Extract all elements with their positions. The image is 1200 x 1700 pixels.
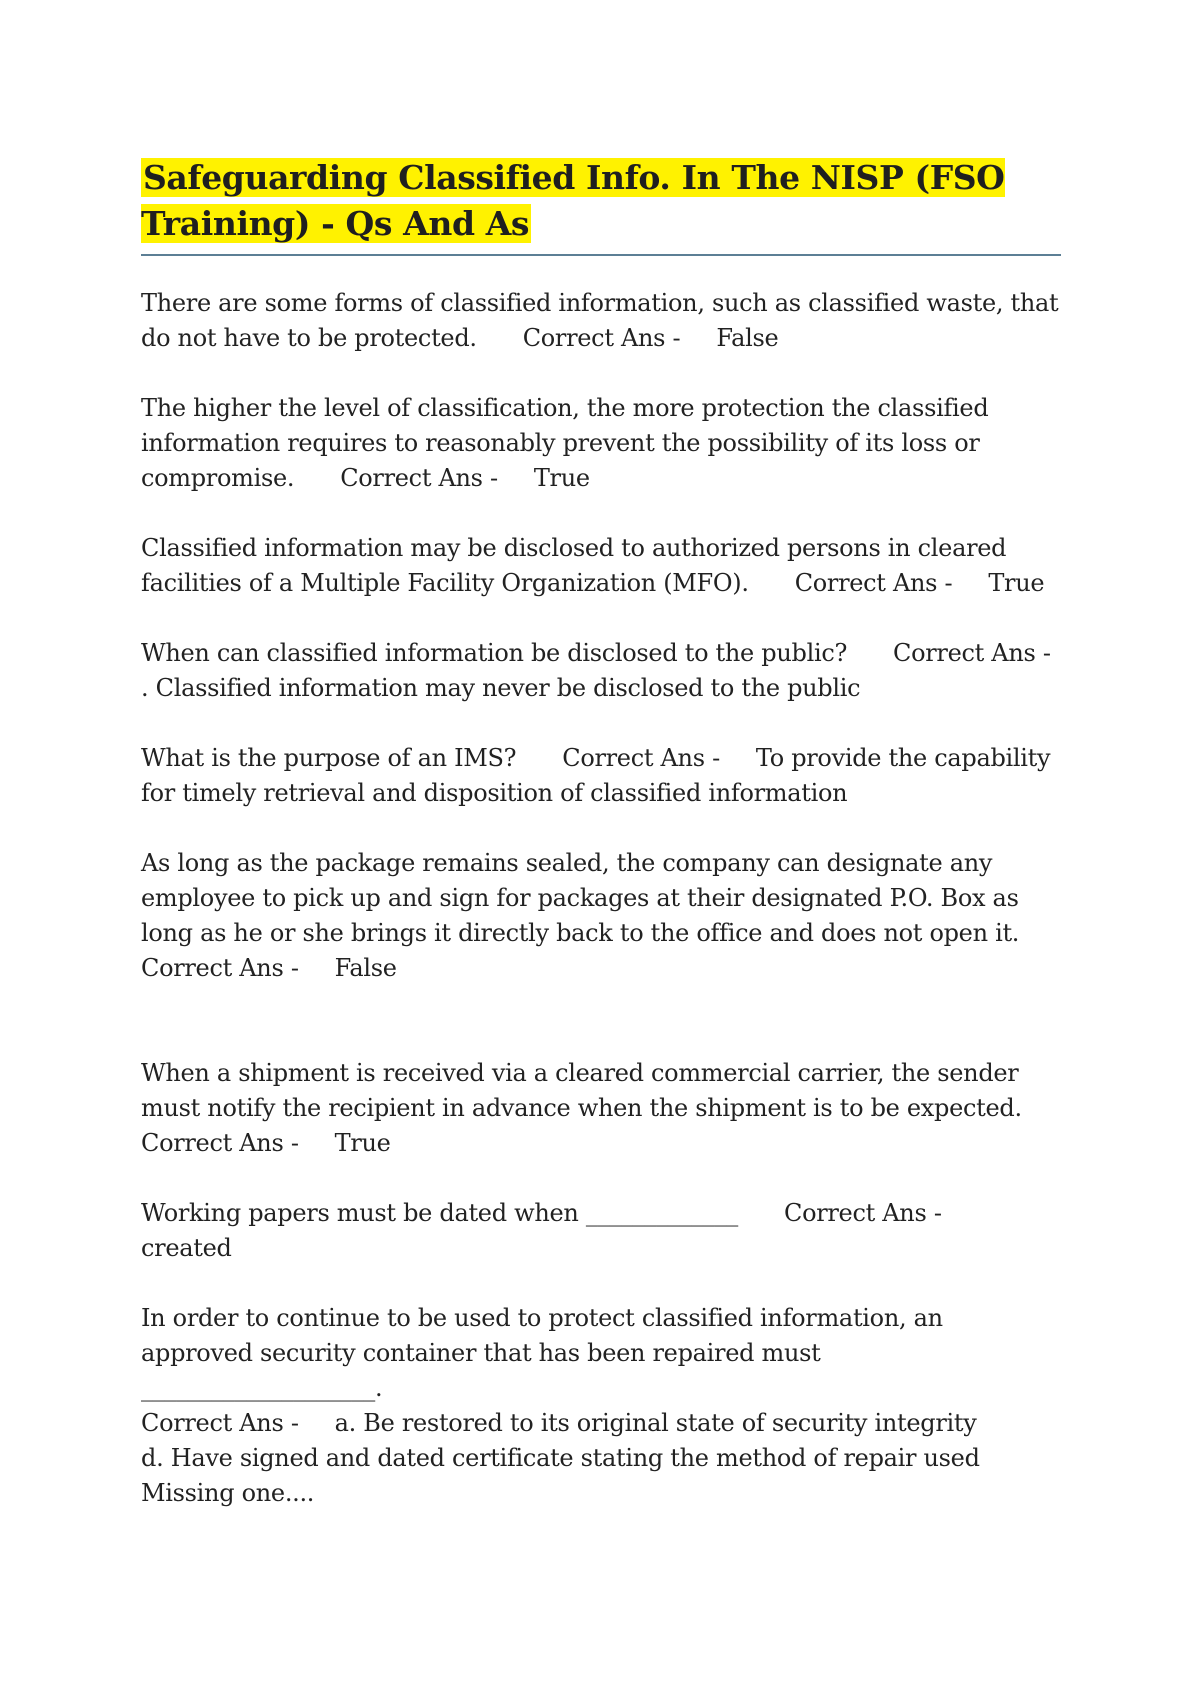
qa-list <box>141 286 1061 1511</box>
question-text: There are some forms of classified information, such as classified waste, that do not have to be protected. <box>141 289 1059 352</box>
qa-item: When a shipment is received via a cleared commercial carrier, the sender must notify the recipient in advance when the shipment is to be expected. Correct Ans - True <box>141 1059 1022 1157</box>
answer-text: . Classified information may never be disclosed to the public <box>141 674 861 702</box>
question-text: As long as the package remains sealed, the company can designate any employee to pick up and sign for packages at their designated P.O. Box as long as he or she brings it directly back to the office and does not open it. <box>141 849 1020 947</box>
question-text: When a shipment is received via a cleared commercial carrier, the sender must notify the recipient in advance when the shipment is to be expected. <box>141 1059 1022 1122</box>
answer-label: Correct Ans <box>893 639 1036 667</box>
question-text: In order to continue to be used to protect classified information, an approved security container that has been repaired must ____________________. <box>141 1304 943 1402</box>
answer-text: False <box>334 954 397 982</box>
qa-item: What is the purpose of an IMS? Correct Ans - To provide the capability for timely retrieval and disposition of classified information <box>141 744 1051 807</box>
answer-label: Correct Ans <box>141 954 284 982</box>
qa-item: When can classified information be disclosed to the public? Correct Ans - . Classified information may never be disclosed to the public <box>141 639 1051 702</box>
answer-text: True <box>533 464 590 492</box>
answer-text: To provide the capability for timely retrieval and disposition of classified information <box>141 744 1051 807</box>
qa-item: In order to continue to be used to protect classified information, an approved security container that has been repaired must ____________________. Correct Ans - a. Be restored to its original state of security integrity d. Have signed and dated certificate stating the method of repair used Missing one.... <box>141 1304 980 1507</box>
answer-text: True <box>334 1129 391 1157</box>
answer-label: Correct Ans <box>522 324 666 352</box>
qa-item: The higher the level of classification, the more protection the classified information requires to reasonably prevent the possibility of its loss or compromise. Correct Ans - True <box>141 394 989 492</box>
question-text: What is the purpose of an IMS? <box>141 744 517 772</box>
answer-label: Correct Ans <box>141 1409 284 1437</box>
answer-label: Correct Ans <box>141 1129 284 1157</box>
title-block <box>141 155 1061 247</box>
question-text: The higher the level of classification, the more protection the classified information requires to reasonably prevent the possibility of its loss or compromise. <box>141 394 989 492</box>
qa-item: Working papers must be dated when _____________ Correct Ans - created <box>141 1199 942 1262</box>
highlighted-title: Safeguarding Classified Info. In The NISP (FSO Training) - Qs And As <box>141 158 1005 243</box>
answer-text: created <box>141 1234 232 1262</box>
answer-label: Correct Ans <box>794 569 938 597</box>
answer-label: Correct Ans <box>340 464 483 492</box>
answer-text: False <box>716 324 779 352</box>
qa-item: Classified information may be disclosed to authorized persons in cleared facilities of a Multiple Facility Organization (MFO). Correct Ans - True <box>141 534 1045 597</box>
answer-text: True <box>988 569 1045 597</box>
answer-label: Correct Ans <box>784 1199 927 1227</box>
question-text: When can classified information be disclosed to the public? <box>141 639 848 667</box>
qa-item: As long as the package remains sealed, the company can designate any employee to pick up and sign for packages at their designated P.O. Box as long as he or she brings it directly back to the office and does not open it. Correct Ans - False <box>141 849 1020 982</box>
answer-extra-line: d. Have signed and dated certificate stating the method of repair used <box>141 1444 980 1472</box>
answer-extra-line: Missing one.... <box>141 1479 315 1507</box>
answer-text: a. Be restored to its original state of security integrity <box>334 1409 977 1437</box>
answer-label: Correct Ans <box>562 744 705 772</box>
qa-item: There are some forms of classified information, such as classified waste, that do not have to be protected. Correct Ans - False <box>141 289 1059 352</box>
title-divider <box>141 254 1061 256</box>
question-text: Classified information may be disclosed to authorized persons in cleared facilities of a Multiple Facility Organization (MFO). <box>141 534 1007 597</box>
question-text: Working papers must be dated when _____________ <box>141 1199 738 1227</box>
page-title <box>141 155 1061 247</box>
